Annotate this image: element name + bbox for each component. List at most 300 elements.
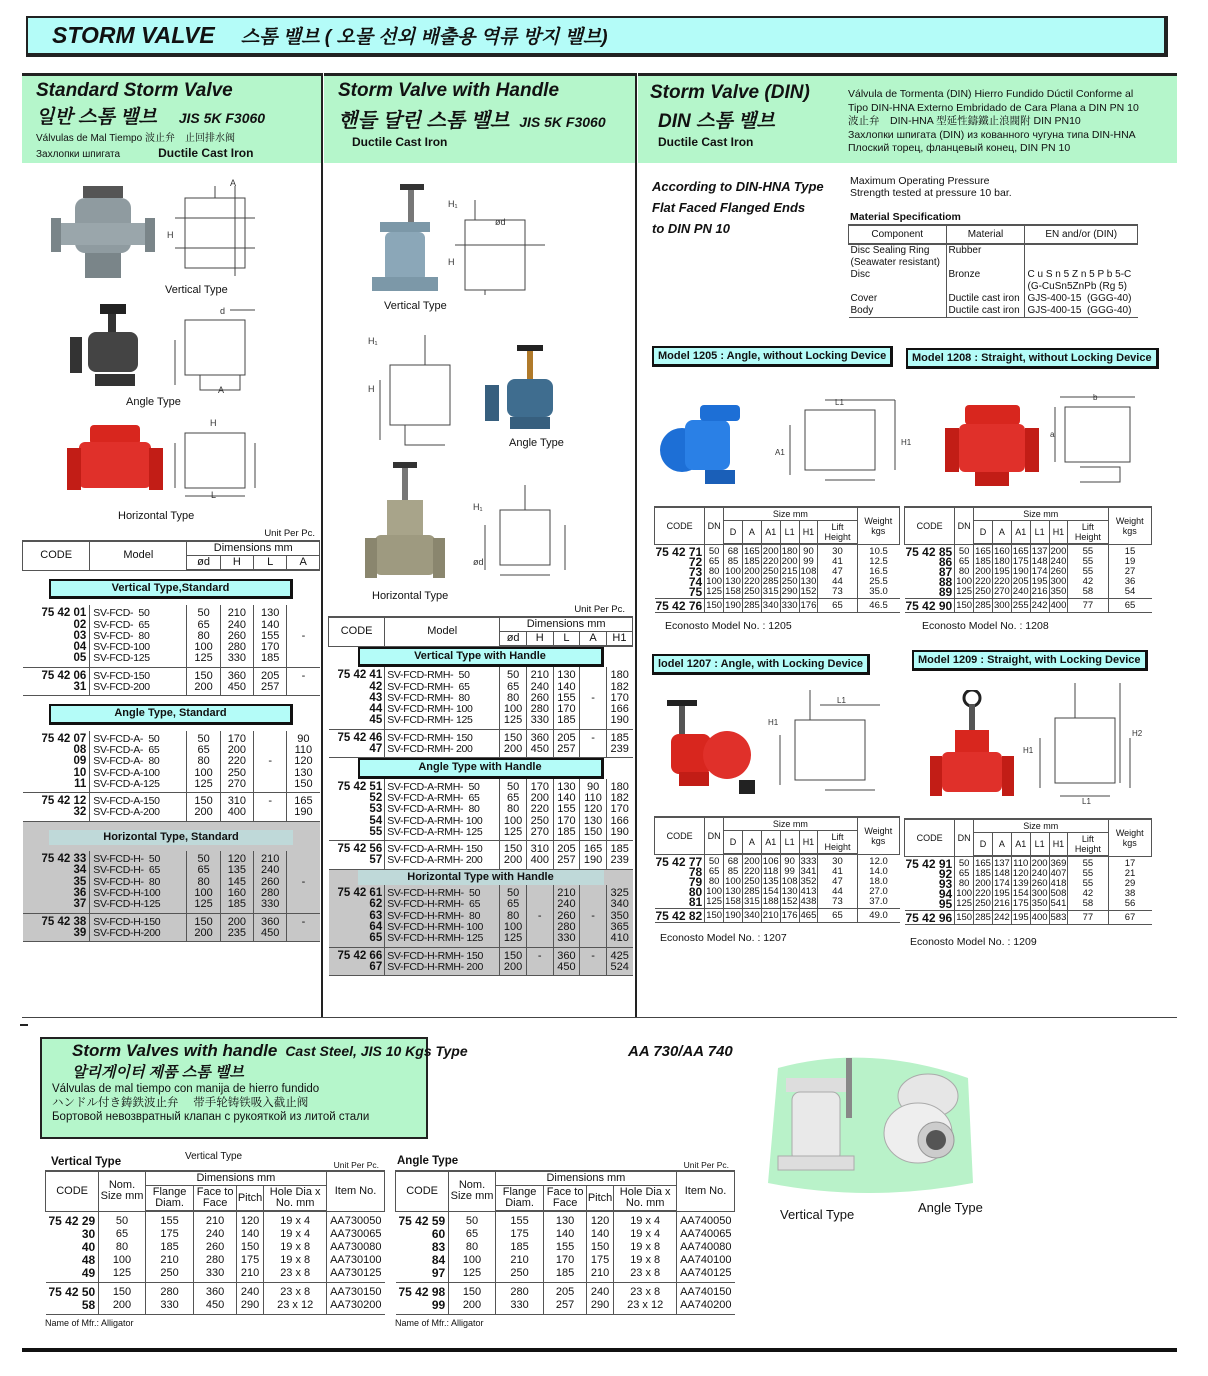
table-cell: SV-FCD-RMH- 125 xyxy=(385,715,500,729)
table-cell: 99 xyxy=(799,557,818,567)
table-cell: 14.0 xyxy=(857,867,899,877)
table-cell xyxy=(580,899,607,910)
table-cell: 50 xyxy=(955,544,974,557)
table-cell: 75 42 77 xyxy=(655,854,703,869)
vertical-type-table xyxy=(45,1170,385,1315)
unit-label: Unit Per Pc. xyxy=(574,604,625,615)
table-row xyxy=(23,667,320,682)
column-header: Dimensions mm xyxy=(495,1171,676,1186)
table-cell: 49 xyxy=(46,1267,99,1283)
table-cell: 75 42 61 xyxy=(337,887,383,900)
table-cell: 175 xyxy=(145,1228,194,1241)
section-title-cell xyxy=(329,869,633,885)
table-section xyxy=(329,758,633,869)
table-cell: 44 xyxy=(369,703,383,716)
table-cell: 17 xyxy=(1108,856,1152,869)
svg-text:H1: H1 xyxy=(901,438,912,447)
table-cell: 205 xyxy=(553,729,580,744)
table-cell: 190 xyxy=(287,807,320,821)
table-cell: 150 xyxy=(449,1283,496,1300)
valve-photo-angle-handle xyxy=(485,345,570,442)
table-row xyxy=(396,1228,735,1241)
table-cell: 88 xyxy=(938,575,953,589)
table-cell: SV-FCD-125 xyxy=(90,653,187,667)
column-header: Size mm xyxy=(974,819,1108,833)
column-header: Component xyxy=(849,225,947,244)
section-title-row xyxy=(329,646,633,667)
table-cell: Rubber xyxy=(946,244,1025,269)
table-cell xyxy=(580,962,607,976)
table-cell: - xyxy=(580,911,607,922)
table-cell: SV-FCD-100 xyxy=(90,642,187,653)
table-cell: 280 xyxy=(553,922,580,933)
section-title-row xyxy=(23,821,320,851)
column-header: Pitch xyxy=(236,1186,263,1212)
table-cell: 35.0 xyxy=(857,587,899,599)
table-cell: AA730065 xyxy=(327,1228,385,1241)
description-line: Válvula de Tormenta (DIN) Hierro Fundido Dúctil Conforme al xyxy=(848,88,1134,100)
table-cell: 240 xyxy=(236,1283,263,1300)
description-line: Захлопки шпигата (DIN) из кованного чугуна типа DIN-HNA xyxy=(848,128,1136,141)
table-row xyxy=(329,667,633,681)
table-cell: 216 xyxy=(1031,586,1048,597)
table-cell: 257 xyxy=(544,1299,586,1315)
table-cell: 90 xyxy=(780,854,799,867)
valve-photo-angle xyxy=(70,302,160,402)
section-title-cell xyxy=(23,570,320,605)
table-cell: 100 xyxy=(956,576,973,587)
model-1209-table xyxy=(904,818,1152,925)
table-cell: 80 xyxy=(500,693,527,704)
table-cell: 158 xyxy=(725,586,741,597)
table-cell: 75 42 46 xyxy=(337,731,383,744)
svg-text:L1: L1 xyxy=(835,398,844,407)
table-cell: 75 42 91 xyxy=(905,856,953,871)
svg-text:d: d xyxy=(220,306,226,316)
table-cell: 240 xyxy=(1031,868,1048,879)
table-cell: 80 xyxy=(955,567,974,577)
table-cell: 240 xyxy=(220,620,253,631)
table-cell: SV-FCD-A-RMH- 50 xyxy=(385,779,500,793)
table-row xyxy=(849,305,1138,318)
column-header: H1 xyxy=(799,521,818,545)
table-cell: 65 xyxy=(187,745,220,756)
column-header: L1 xyxy=(780,521,799,545)
multilingual-line: Válvulas de mal tiempo con manija de hierro fundido xyxy=(52,1083,320,1095)
table-cell: SV-FCD-A-RMH- 125 xyxy=(385,827,500,841)
table-cell: 100 xyxy=(956,888,973,899)
table-cell: 11 xyxy=(23,779,90,793)
table-cell: 210 xyxy=(495,1254,544,1267)
table-cell xyxy=(580,715,607,729)
table-row xyxy=(396,1267,735,1283)
standard-label: JIS 5K F3060 xyxy=(519,114,606,130)
table-cell: 03 xyxy=(73,629,87,642)
table-cell: 310 xyxy=(220,793,253,808)
table-cell: 75 42 66 xyxy=(337,949,383,962)
table-cell: 50 xyxy=(187,731,220,745)
column-header: D xyxy=(724,521,743,545)
table-cell: 250 xyxy=(743,876,760,887)
table-row xyxy=(329,933,633,947)
table-cell: 200 xyxy=(500,855,527,869)
table-cell: 73 xyxy=(688,565,703,579)
table-row xyxy=(329,841,633,856)
section-title: Vertical Type,Standard xyxy=(49,579,293,599)
table-row xyxy=(329,729,633,744)
table-cell: 260 xyxy=(553,911,580,922)
table-cell: 65 xyxy=(500,899,527,910)
description-line: Плоский торец, фланцевый конец, DIN PN 10 xyxy=(848,142,1071,154)
table-cell: 195 xyxy=(993,888,1010,899)
table-cell: 120 xyxy=(236,1211,263,1228)
svg-text:L: L xyxy=(211,490,217,500)
table-cell: 190 xyxy=(725,910,741,921)
table-cell xyxy=(580,922,607,933)
column-header: A xyxy=(742,521,761,545)
table-cell: AA730050 xyxy=(327,1211,385,1228)
table-cell xyxy=(287,928,320,942)
table-cell: 152 xyxy=(781,896,798,907)
description-line: 波止弁 DIN-HNA 型延性鑄鐵止浪閥附 DIN PN10 xyxy=(848,115,1081,127)
dimension-drawing-angle xyxy=(170,305,265,400)
table-cell: SV-FCD- 65 xyxy=(90,620,187,631)
table-cell: 150 xyxy=(187,913,220,928)
table-cell: 200 xyxy=(220,745,253,756)
table-row xyxy=(655,897,900,909)
manufacturer-label: Name of Mfr.: Alligator xyxy=(45,1318,134,1328)
table-cell: 300 xyxy=(993,600,1010,611)
table-cell: 36 xyxy=(1108,577,1152,587)
table-cell: AA740100 xyxy=(677,1254,735,1267)
model-1207-table xyxy=(654,816,900,923)
table-cell: 400 xyxy=(526,855,553,869)
table-cell: 242 xyxy=(1031,600,1048,611)
header-row xyxy=(849,225,1138,244)
column-header: A xyxy=(287,556,320,571)
table-cell: 90 xyxy=(799,544,818,557)
table-row xyxy=(655,587,900,599)
table-cell: 174 xyxy=(1031,566,1048,577)
table-row xyxy=(329,899,633,910)
table-cell: 10 xyxy=(73,766,87,779)
table-cell: 450 xyxy=(526,744,553,758)
table-cell xyxy=(526,933,553,947)
table-cell: 100 xyxy=(187,642,220,653)
table-cell: 200 xyxy=(743,856,760,867)
table-cell: 155 xyxy=(553,804,580,815)
section-title-row xyxy=(329,758,633,779)
table-cell: 260 xyxy=(254,877,287,888)
table-row xyxy=(46,1299,385,1315)
column-header: H1 xyxy=(799,831,818,855)
table-cell: 85 xyxy=(724,867,743,877)
table-cell xyxy=(287,682,320,696)
table-cell: 75 42 33 xyxy=(41,853,87,866)
table-cell: 37 xyxy=(23,899,90,913)
manufacturer-label: Name of Mfr.: Alligator xyxy=(395,1318,484,1328)
table-cell: 21 xyxy=(1108,869,1152,879)
table-cell: SV-FCD-A-RMH- 150 xyxy=(385,841,500,856)
table-cell: 450 xyxy=(553,962,580,976)
column-header: Dimensions mm xyxy=(500,617,633,632)
table-cell: 55 xyxy=(1068,879,1108,889)
table-cell xyxy=(287,865,320,876)
table-cell: 180 xyxy=(993,556,1010,567)
column-header: L1 xyxy=(1030,833,1049,857)
table-cell: 65 xyxy=(329,933,385,947)
table-cell: 75 42 38 xyxy=(41,915,87,928)
table-cell: 94 xyxy=(938,887,953,901)
section-title: Storm Valve with Handle xyxy=(338,80,560,101)
table-cell: SV-FCD-A-200 xyxy=(90,807,187,821)
table-row xyxy=(23,605,320,619)
table-cell: 140 xyxy=(254,620,287,631)
table-cell: 257 xyxy=(553,744,580,758)
table-cell: 125 xyxy=(187,779,220,793)
table-cell: SV-FCD-H-150 xyxy=(90,913,187,928)
table-cell: 210 xyxy=(553,885,580,899)
standard-storm-valve-table xyxy=(22,540,320,942)
table-cell: 67 xyxy=(329,962,385,976)
valve-photo-1205 xyxy=(660,400,750,495)
table-cell: 100 xyxy=(706,576,723,587)
table-section xyxy=(23,570,320,696)
table-cell: 150 xyxy=(580,827,607,841)
table-cell: 165 xyxy=(743,546,760,557)
table-row xyxy=(905,911,1152,925)
table-cell: 185 xyxy=(553,827,580,841)
table-cell: 175 xyxy=(1012,556,1029,567)
table-cell: 315 xyxy=(762,586,779,597)
column-header: CODE xyxy=(655,507,705,544)
table-cell: 42 xyxy=(1068,577,1108,587)
table-cell: C u S n 5 Z n 5 P b 5-C (G-CuSn5ZnPb (Rg 5) xyxy=(1025,269,1138,293)
table-cell: 190 xyxy=(606,827,632,841)
table-cell: 120 xyxy=(220,851,253,865)
table-cell: 150 xyxy=(500,729,527,744)
table-cell: 90 xyxy=(287,731,320,745)
table-cell: 65 xyxy=(955,869,974,879)
material-label: Ductile Cast Iron xyxy=(352,135,448,149)
table-cell: AA730150 xyxy=(327,1283,385,1300)
table-cell: 58 xyxy=(1068,899,1108,911)
svg-text:H1: H1 xyxy=(1023,746,1034,755)
table-cell: 150 xyxy=(287,779,320,793)
table-cell: 75 42 07 xyxy=(41,732,87,745)
column-header: Nom. Size mm xyxy=(449,1171,496,1211)
table-cell: 84 xyxy=(431,1253,446,1267)
column-header: Model xyxy=(90,541,187,570)
table-cell: SV-FCD-A- 80 xyxy=(90,756,187,767)
table-cell: 200 xyxy=(743,566,760,577)
multilingual-line: Захлопки шпигата xyxy=(36,149,121,160)
column-header: CODE xyxy=(23,541,90,570)
table-cell: 54 xyxy=(369,814,383,827)
table-cell: 100 xyxy=(725,876,741,887)
table-cell: 165 xyxy=(975,858,991,869)
table-cell: 140 xyxy=(236,1228,263,1241)
page-title: STORM VALVE xyxy=(52,22,215,48)
table-cell: 30 xyxy=(81,1227,96,1241)
table-cell: 360 xyxy=(254,913,287,928)
table-cell: 195 xyxy=(993,566,1010,577)
table-cell: 155 xyxy=(254,631,287,642)
data-table xyxy=(904,818,1152,925)
table-cell: 79 xyxy=(688,875,703,889)
table-cell: 150 xyxy=(99,1283,146,1300)
column-header: H1 xyxy=(1049,521,1068,545)
table-cell: 29 xyxy=(1108,879,1152,889)
table-cell: 47 xyxy=(329,744,385,758)
data-table xyxy=(904,506,1152,613)
table-row xyxy=(46,1211,385,1228)
table-cell: AA740200 xyxy=(677,1299,735,1315)
image-caption: Angle Type xyxy=(509,437,564,449)
valve-photo-1207 xyxy=(665,700,760,805)
table-cell: 250 xyxy=(220,768,253,779)
table-cell: 205 xyxy=(254,667,287,682)
alligator-storm-valve-header xyxy=(40,1037,468,1139)
table-cell: 65 xyxy=(818,909,857,923)
table-cell: 280 xyxy=(254,888,287,899)
table-cell: 180 xyxy=(606,667,632,681)
table-cell: 210 xyxy=(145,1254,194,1267)
table-cell: 220 xyxy=(743,866,760,877)
column-header: Hole Dia x No. mm xyxy=(614,1186,677,1212)
svg-text:H1: H1 xyxy=(768,718,779,727)
svg-text:H: H xyxy=(167,230,174,240)
table-cell: 524 xyxy=(606,962,632,976)
table-cell: 62 xyxy=(369,898,383,911)
table-cell: 350 xyxy=(1031,898,1048,909)
table-cell: - xyxy=(580,947,607,962)
table-cell: 65 xyxy=(449,1228,496,1241)
column-header: Nom. Size mm xyxy=(99,1171,146,1211)
dimension-drawing-vertical-handle xyxy=(445,195,560,305)
table-cell: 240 xyxy=(526,682,553,693)
column-header: Dimensions mm xyxy=(145,1171,326,1186)
header-row xyxy=(905,819,1152,833)
table-cell: 72 xyxy=(688,555,703,569)
table-cell: 93 xyxy=(938,877,953,891)
table-cell: 160 xyxy=(220,888,253,899)
valve-photo-1208 xyxy=(945,400,1040,497)
table-cell: 75 42 56 xyxy=(337,843,383,856)
table-cell: 352 xyxy=(800,876,817,887)
column-header: DN xyxy=(705,507,724,544)
column-header: A1 xyxy=(761,521,780,545)
table-row xyxy=(23,768,320,779)
table-cell: 52 xyxy=(369,791,383,804)
table-section xyxy=(329,869,633,975)
section-title: Angle Type, Standard xyxy=(49,704,293,724)
table-cell: 19 x 4 xyxy=(614,1211,677,1228)
table-cell: 210 xyxy=(586,1267,613,1283)
table-cell: 150 xyxy=(956,600,973,611)
table-cell: SV-FCD-A-125 xyxy=(90,779,187,793)
section-title-row xyxy=(23,570,320,605)
table-cell: 65 xyxy=(187,865,220,876)
table-row xyxy=(396,1211,735,1228)
table-row xyxy=(396,1283,735,1300)
table-cell: 60 xyxy=(431,1227,446,1241)
svg-text:L1: L1 xyxy=(837,696,846,705)
table-cell: 170 xyxy=(220,731,253,745)
table-cell: 12.0 xyxy=(857,854,899,867)
table-cell: 08 xyxy=(73,743,87,756)
column-header: H1 xyxy=(606,632,632,647)
table-cell: 340 xyxy=(606,899,632,910)
page-title-bar xyxy=(26,16,1168,57)
table-cell: 125 xyxy=(706,586,723,597)
table-row xyxy=(23,779,320,793)
table-cell: 150 xyxy=(706,600,723,611)
table-cell xyxy=(254,768,287,779)
table-cell: 280 xyxy=(526,704,553,715)
table-cell: 139 xyxy=(1012,878,1029,889)
table-cell: GJS-400-15 (GGG-40) xyxy=(1025,305,1138,318)
table-cell: SV-FCD-A-100 xyxy=(90,768,187,779)
table-cell: 56 xyxy=(1108,899,1152,911)
table-cell: 175 xyxy=(495,1228,544,1241)
column-header: CODE xyxy=(905,819,955,856)
table-cell: 210 xyxy=(254,851,287,865)
table-cell: 200 xyxy=(762,546,779,557)
table-cell: 450 xyxy=(194,1299,236,1315)
column-header: D xyxy=(974,833,993,857)
header-row xyxy=(655,817,900,831)
valve-photo-horizontal xyxy=(65,420,165,507)
table-cell: 19 x 4 xyxy=(614,1228,677,1241)
table-cell: 140 xyxy=(553,682,580,693)
table-cell xyxy=(287,899,320,913)
table-cell: 250 xyxy=(975,898,991,909)
table-cell: 185 xyxy=(544,1267,586,1283)
table-cell: 541 xyxy=(1050,898,1067,909)
column-header: A xyxy=(580,632,607,647)
table-cell: 155 xyxy=(495,1211,544,1228)
table-cell: 300 xyxy=(1050,576,1067,587)
table-cell: 250 xyxy=(781,576,798,587)
footer-rule xyxy=(22,1348,1177,1352)
table-cell: 57 xyxy=(329,855,385,869)
korean-title: 핸들 달린 스톰 밸브 xyxy=(338,110,510,132)
table-cell: 19 x 4 xyxy=(264,1211,327,1228)
table-cell: 37.0 xyxy=(857,897,899,909)
table-cell: Disc Sealing Ring (Seawater resistant) xyxy=(850,245,940,268)
table-cell: 47 xyxy=(818,877,857,887)
table-cell: 175 xyxy=(236,1254,263,1267)
table-cell: 54 xyxy=(1108,587,1152,599)
table-cell: 83 xyxy=(431,1240,446,1254)
table-cell: 50 xyxy=(99,1211,146,1228)
column-header: H xyxy=(220,556,253,571)
table-cell: 32 xyxy=(23,807,90,821)
table-row xyxy=(23,899,320,913)
table-cell: 166 xyxy=(606,704,632,715)
table-cell: 410 xyxy=(606,933,632,947)
table-row xyxy=(23,745,320,756)
column-header: Weight kgs xyxy=(1108,819,1152,856)
table-cell: 55 xyxy=(329,827,385,841)
table-cell: 58 xyxy=(1068,587,1108,599)
column-header: CODE xyxy=(329,617,385,646)
table-cell: 170 xyxy=(544,1254,586,1267)
table-cell: 04 xyxy=(73,641,87,654)
angle-type-block xyxy=(395,1150,735,1329)
table-cell: 341 xyxy=(800,866,817,877)
